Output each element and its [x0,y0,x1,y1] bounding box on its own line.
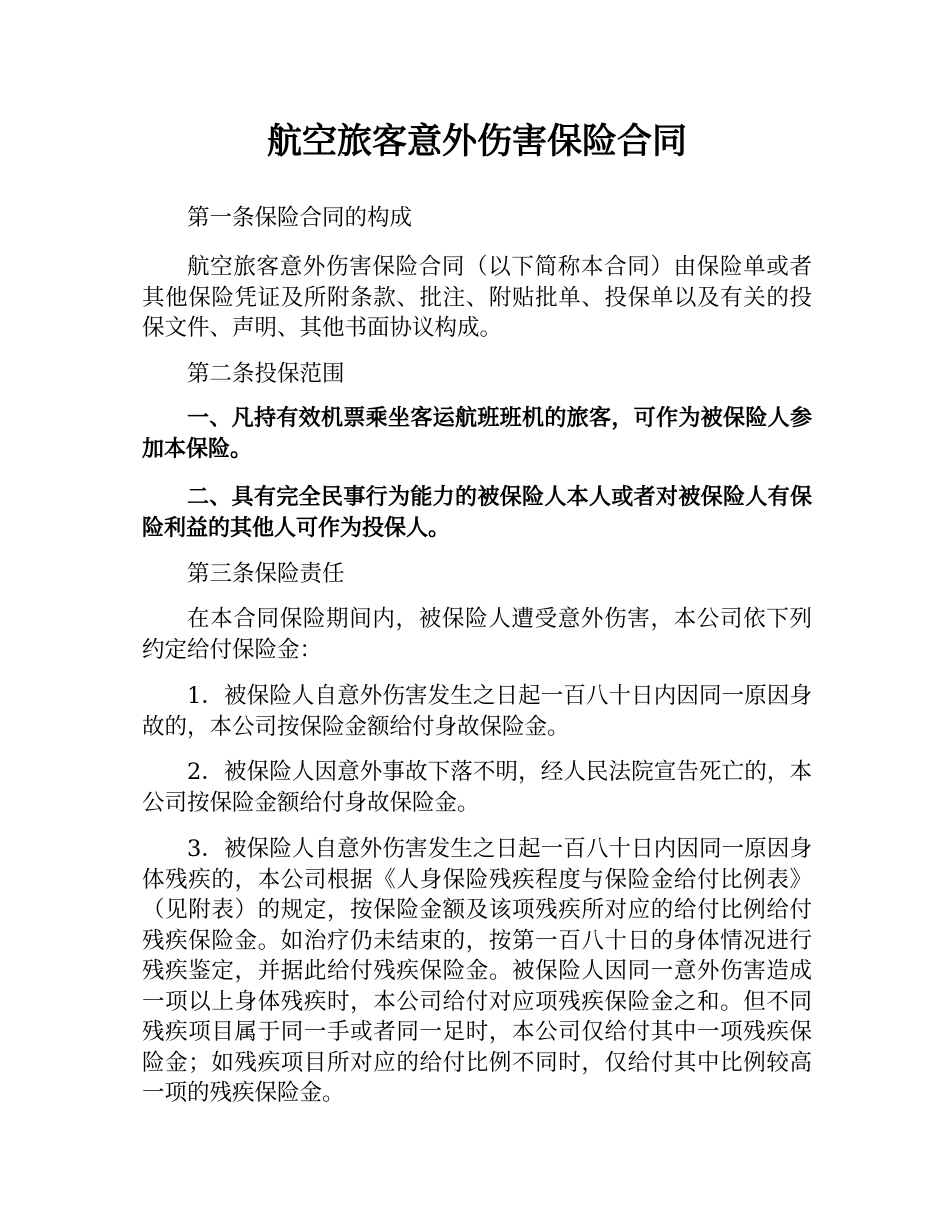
article-3-intro: 在本合同保险期间内，被保险人遭受意外伤害，本公司依下列约定给付保险金： [142,606,812,663]
article-1-body: 航空旅客意外伤害保险合同（以下简称本合同）由保险单或者其他保险凭证及所附条款、批注、附贴批单、投保单以及有关的投保文件、声明、其他书面协议构成。 [142,254,812,341]
article-2-clause-1: 一、凡持有效机票乘坐客运航班班机的旅客，可作为被保险人参加本保险。 [142,406,812,462]
article-1-heading: 第一条保险合同的构成 [187,205,413,231]
article-3-heading: 第三条保险责任 [187,561,345,587]
article-2-heading: 第二条投保范围 [187,361,345,387]
article-3-item-3: 3．被保险人自意外伤害发生之日起一百八十日内因同一原因身体残疾的，本公司根据《人身保险残疾程度与保险金给付比例表》（见附表）的规定，按保险金额及该项残疾所对应的给付比例给付残疾保险金。如治疗仍未结束的，按第一百八十日的身体情况进行残疾鉴定，并据此给付残疾保险金。被保险人因同一意外伤害造成一项以上身体残疾时，本公司给付对应项残疾保险金之和。但不同残疾项目属于同一手或者同一足时，本公司仅给付其中一项残疾保险金；如残疾项目所对应的给付比例不同时，仅给付其中比例较高一项的残疾保险金。 [142,836,812,1106]
article-2-clause-2: 二、具有完全民事行为能力的被保险人本人或者对被保险人有保险利益的其他人可作为投保人。 [142,485,812,541]
article-3-item-1: 1．被保险人自意外伤害发生之日起一百八十日内因同一原因身故的，本公司按保险金额给付身故保险金。 [142,683,812,740]
article-3-item-2: 2．被保险人因意外事故下落不明，经人民法院宣告死亡的，本公司按保险金额给付身故保险金。 [142,759,812,816]
document-title: 航空旅客意外伤害保险合同 [266,122,687,162]
